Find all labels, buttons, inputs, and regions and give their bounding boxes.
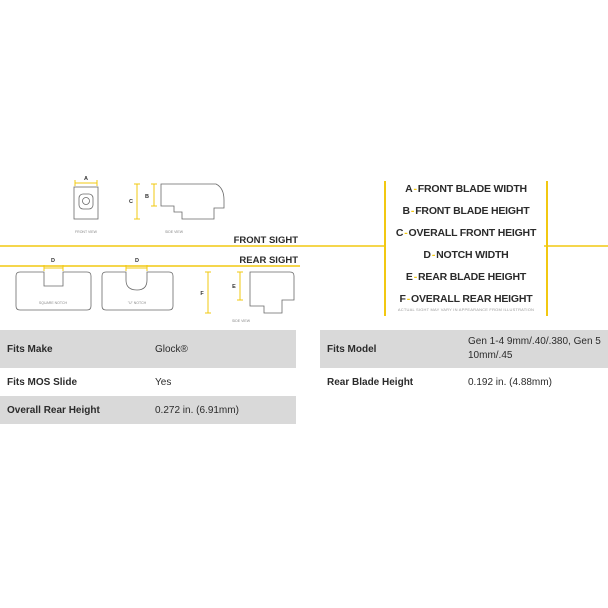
rear-side-view-label: SIDE VIEW: [231, 319, 251, 323]
letter-a: A: [84, 176, 88, 182]
spec-value: Gen 1-4 9mm/.40/.380, Gen 5 10mm/.45: [461, 330, 608, 368]
legend-item-a: A-FRONT BLADE WIDTH: [405, 183, 527, 195]
front-sight-front-view: [74, 176, 98, 234]
legend-item-e: E-REAR BLADE HEIGHT: [405, 271, 527, 283]
letter-f: F: [200, 291, 204, 297]
table-row: [0, 396, 296, 424]
specs-table-right: [320, 330, 608, 396]
letter-d-1: D: [51, 258, 55, 264]
spec-value: Glock®: [148, 330, 296, 368]
specs-table-left: [0, 330, 296, 424]
spec-key: Overall Rear Height: [0, 396, 148, 424]
spec-key: Fits MOS Slide: [7, 376, 78, 388]
side-view-label: SIDE VIEW: [164, 230, 184, 234]
spec-value: 0.192 in. (4.88mm): [468, 376, 552, 388]
spec-key: Fits Model: [320, 330, 461, 368]
legend-item-b: B-FRONT BLADE HEIGHT: [402, 205, 530, 217]
u-notch-label: "U" NOTCH: [127, 301, 147, 305]
legend-item-c: C-OVERALL FRONT HEIGHT: [395, 227, 537, 239]
spec-value: 0.272 in. (6.91mm): [148, 396, 296, 424]
letter-d-2: D: [135, 258, 139, 264]
table-row: [0, 330, 296, 368]
rear-sight-side-view: [200, 272, 294, 323]
letter-c: C: [129, 199, 133, 205]
spec-key: Rear Blade Height: [327, 376, 414, 388]
dimension-legend: [384, 181, 548, 316]
letter-b: B: [145, 194, 149, 200]
front-sight-title: FRONT SIGHT: [233, 235, 298, 246]
front-sight-side-view: [129, 184, 224, 234]
legend-disclaimer: ACTUAL SIGHT MAY VARY IN APPEARANCE FROM ILLUSTRATION: [397, 307, 535, 312]
table-row: [0, 368, 296, 396]
spec-value: Yes: [155, 376, 172, 388]
letter-e: E: [232, 284, 236, 290]
rear-sight-title: REAR SIGHT: [239, 255, 298, 266]
table-row: [320, 368, 608, 396]
square-notch-label: SQUARE NOTCH: [38, 301, 68, 305]
spec-key: Fits Make: [0, 330, 148, 368]
table-row: [320, 330, 608, 368]
legend-item-f: F-OVERALL REAR HEIGHT: [399, 293, 533, 305]
front-view-label: FRONT VIEW: [75, 230, 97, 234]
legend-item-d: D-NOTCH WIDTH: [423, 249, 509, 261]
